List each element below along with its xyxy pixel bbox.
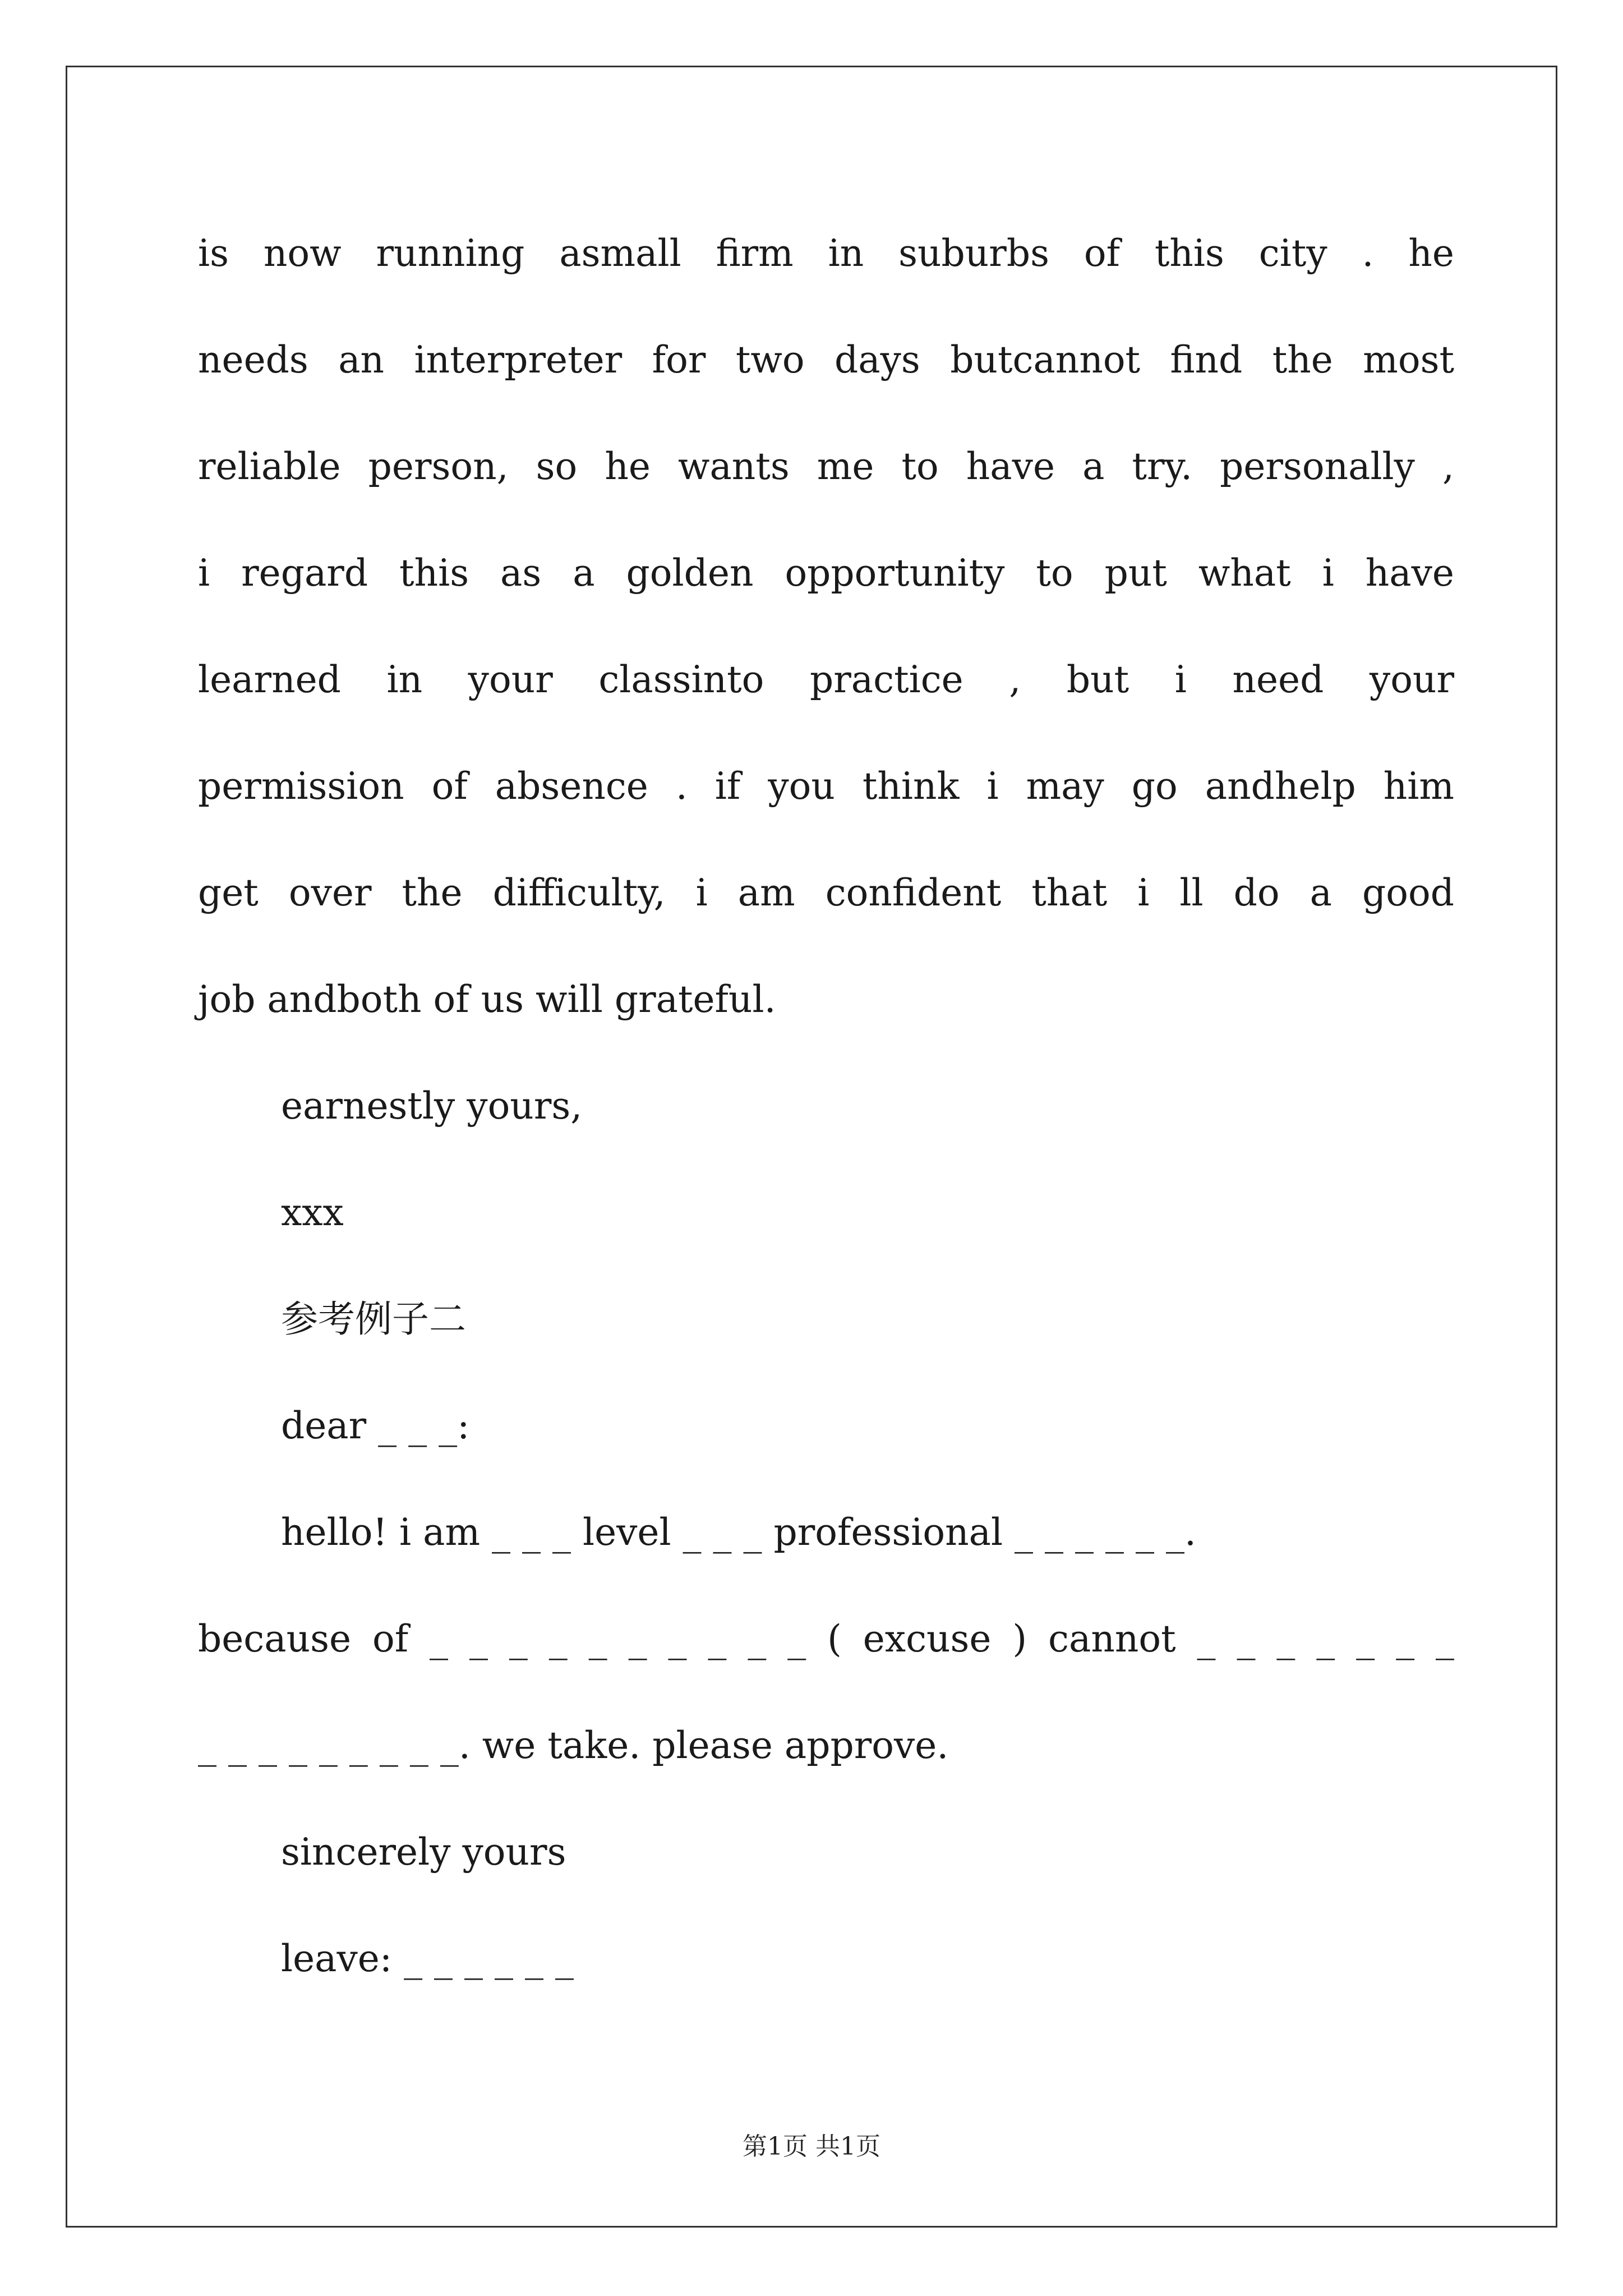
template-line: because of _ _ _ _ _ _ _ _ _ _ ( excuse ) cannot _ _ _ _ _ _ _	[198, 1617, 1454, 1660]
closing-line: sincerely yours	[281, 1830, 566, 1874]
paragraph-line: i regard this as a golden opportunity to put what i have	[198, 551, 1454, 595]
paragraph-line: reliable person, so he wants me to have a try. personally ,	[198, 445, 1454, 488]
paragraph-line: job andboth of us will grateful.	[198, 978, 776, 1021]
paragraph-line: is now running asmall firm in suburbs of this city . he	[198, 232, 1454, 275]
paragraph-line: get over the difficulty, i am confident that i ll do a good	[198, 871, 1454, 914]
page-footer: 第1页 共1页	[743, 2132, 880, 2161]
leave-line: leave: _ _ _ _ _ _	[281, 1937, 574, 1980]
template-line: hello! i am _ _ _ level _ _ _ professional _ _ _ _ _ _.	[281, 1511, 1196, 1554]
signature: xxx	[281, 1191, 344, 1234]
paragraph-line: needs an interpreter for two days butcannot find the most	[198, 338, 1454, 381]
closing-line: earnestly yours,	[281, 1084, 583, 1128]
template-line: _ _ _ _ _ _ _ _ _. we take. please approve.	[198, 1724, 949, 1767]
document-body	[198, 219, 1454, 2031]
paragraph-line: permission of absence . if you think i may go andhelp him	[198, 765, 1454, 808]
paragraph-line: learned in your classinto practice , but i need your	[198, 658, 1454, 701]
section-heading: 参考例子二	[281, 1297, 466, 1341]
salutation: dear _ _ _:	[281, 1404, 470, 1447]
